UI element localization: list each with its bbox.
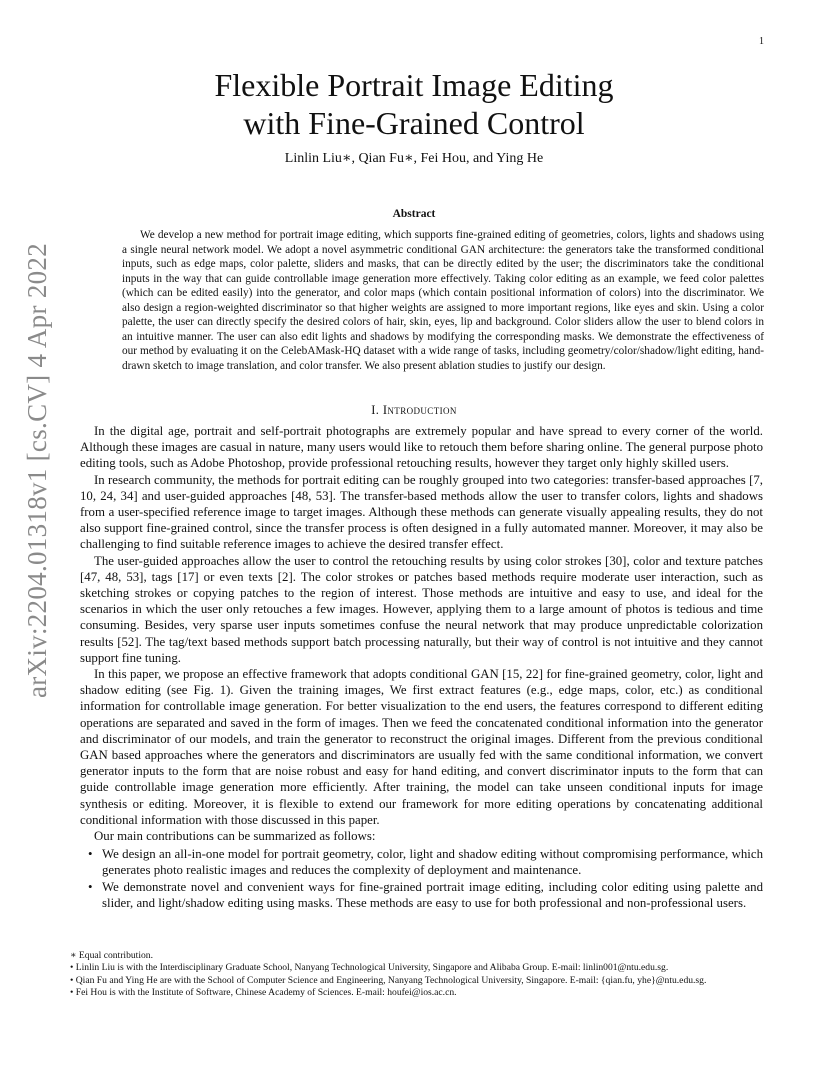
- abstract-body: We develop a new method for portrait image editing, which supports fine-grained editing of geometries, colors, lights and shadows using a single neural network model. We adopt a novel asymmetric conditional GAN architecture: the generators take the transformed conditional inputs, such as edge maps, color palette, sliders and masks, that can be directly edited by the user; the discriminators take the conditional inputs in the way that can guide controllable image generation more effectively. Taking color editing as an example, we feed color palettes (which can be edited easily) into the generator, and color maps (which contain positional information of colors) into the discriminator. We also design a region-weighted discriminator so that higher weights are assigned to more important regions, like eyes and skin. Using a color palette, the user can directly specify the desired colors of hair, skin, eyes, lip and background. Color sliders allow the user to blend colors in an intuitive manner. The user can also edit lights and shadows by modifying the corresponding masks. We demonstrate the effectiveness of our method by evaluating it on the CelebAMask-HQ dataset with a wide range of tasks, including geometry/color/shadow/light editing, hand-drawn sketch to image translation, and color transfer. We also present ablation studies to justify our design.: [122, 229, 764, 372]
- paper-title: [0, 66, 828, 142]
- paragraph-4: In this paper, we propose an effective framework that adopts conditional GAN [15, 22] for fine-grained geometry, color, light and shadow editing (see Fig. 1). Given the training images, We first extract features (e.g., edge maps, color, etc.) as conditional information for controllable image generation. For better visualization to the end users, the features correspond to different editing operations are separated and saved in the form of images. Then we feed the concatenated conditional information into the generator and discriminator of our models, and train the generator to reconstruct the original images. Different from the previous conditional GAN based approaches where the generators and discriminators are usually fed with the same conditional information, we convert generator inputs to the form that are noise robust and easy for hand editing, and convert discriminator inputs to the form that can guide controllable image generation more efficiently. After training, the model can take unseen conditional inputs for image synthesis or editing. Moreover, it is flexible to extend our framework for more editing operations by concatenating additional conditional information with those discussed in this paper.: [80, 667, 763, 827]
- paragraph-2: In research community, the methods for portrait editing can be roughly grouped into two categories: transfer-based approaches [7, 10, 24, 34] and user-guided approaches [48, 53]. The transfer-based methods allow the user to transfer colors, lights and shadows from a user-specified reference image to target images. Although these methods can generate visually appealing results, they do not also support fine-grained control, since the transfer process is often designed in a fully automated manner. Moreover, it may also be challenging to find suitable reference images to achieve the desired transfer effect.: [80, 472, 763, 552]
- section-title: Introduction: [382, 403, 457, 417]
- arxiv-stamp: [16, 242, 60, 698]
- section-heading: [0, 403, 828, 418]
- paragraph-3: The user-guided approaches allow the user to control the retouching results by using color strokes [30], color and texture patches [47, 48, 53], tags [17] or even texts [2]. The color strokes or patches based methods require moderate user interaction, such as sketching strokes or copying patches to the region of interest. Those methods are intuitive and easy to use, and ideal for the scenarios in which the user only retouches a few images. However, applying them to a large amount of photos is tedious and time consuming. Besides, very sparse user inputs sometimes confuse the neural network that may produce unpredictable colorization results [52]. The tag/text based methods support batch processing naturally, but their way of control is not intuitive and they cannot support fine tuning.: [80, 553, 763, 665]
- list-item: • We demonstrate novel and convenient ways for fine-grained portrait image editing, including color editing using palette and slider, and light/shadow editing using masks. These methods are easy to use for both professional and non-professional users.: [84, 879, 763, 911]
- page-number: 1: [759, 36, 764, 47]
- section-number: I.: [371, 403, 380, 417]
- paragraph-1: In the digital age, portrait and self-portrait photographs are extremely popular and have spread to every corner of the world. Although these images are casual in nature, many users would like to retouch them before sharing online. The general purpose photo editing tools, such as Adobe Photoshop, provide professional retouching results, however they target only highly skilled users.: [80, 424, 763, 471]
- footnote-affiliation-hou: • Fei Hou is with the Institute of Software, Chinese Academy of Sciences. E-mail: houfei@ios.ac.cn.: [70, 987, 457, 999]
- arxiv-stamp-text: arXiv:2204.01318v1 [cs.CV] 4 Apr 2022: [22, 242, 53, 698]
- title-line-2: with Fine-Grained Control: [243, 105, 585, 141]
- footnote-equal-contribution: ∗ Equal contribution.: [70, 950, 153, 961]
- contributions-list: [80, 846, 763, 911]
- footnotes: [64, 950, 764, 1000]
- footnote-affiliation-liu: • Linlin Liu is with the Interdisciplinary Graduate School, Nanyang Technological University, Singapore and Alibaba Group. E-mail: linlin001@ntu.edu.sg.: [70, 962, 669, 974]
- paragraph-5: Our main contributions can be summarized as follows:: [94, 829, 376, 844]
- body-text: [80, 423, 763, 911]
- list-item: • We design an all-in-one model for portrait geometry, color, light and shadow editing without compromising performance, which generates photo realistic images and reduces the complexity of deployment and maintenance.: [84, 846, 763, 878]
- title-line-1: Flexible Portrait Image Editing: [214, 67, 614, 103]
- authors: Linlin Liu∗, Qian Fu∗, Fei Hou, and Ying He: [284, 151, 544, 166]
- abstract-heading: Abstract: [392, 208, 436, 220]
- footnote-affiliation-fu-he: • Qian Fu and Ying He are with the School of Computer Science and Engineering, Nanyang Technological University, Singapore. E-mail: {qian.fu, yhe}@ntu.edu.sg.: [70, 974, 707, 986]
